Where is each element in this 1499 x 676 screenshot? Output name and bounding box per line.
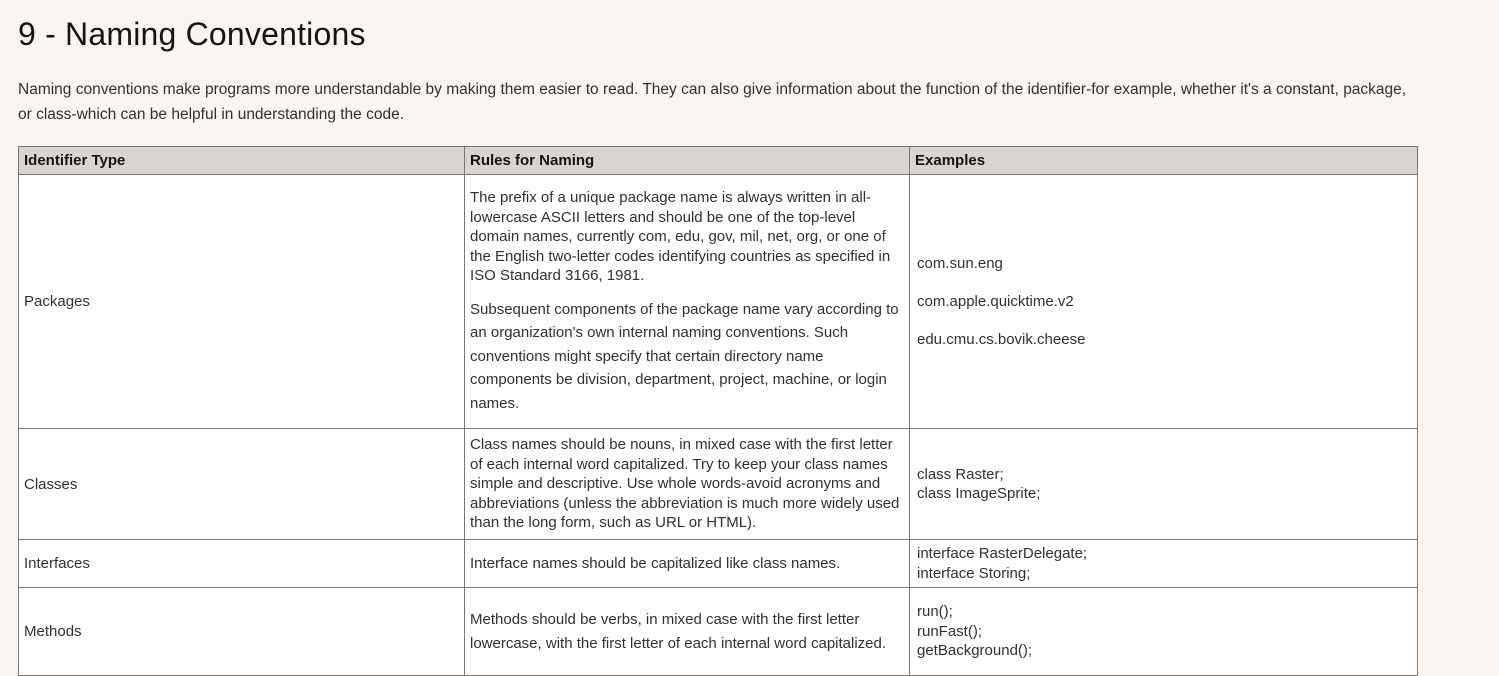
rules-cell: [465, 429, 910, 540]
identifier-type-cell: Interfaces: [19, 540, 465, 588]
table-row-methods: [19, 588, 1418, 676]
intro-paragraph: Naming conventions make programs more understandable by making them easier to read. They can also give information about the function of the identifier-for example, whether it's a constant, package, or class-which can be helpful in understanding the code.: [18, 81, 1407, 123]
column-header-examples: Examples: [910, 147, 1418, 175]
examples-cell: [910, 175, 1418, 429]
example-line: com.sun.eng: [917, 255, 1003, 272]
rules-paragraph: Subsequent components of the package name vary according to an organization's own internal naming conventions. Such conventions might specify that certain directory name components be division, department, project, machine, or login names.: [470, 300, 899, 412]
column-header-identifier-type: Identifier Type: [19, 147, 465, 175]
column-header-rules-for-naming: Rules for Naming: [465, 147, 910, 175]
naming-conventions-table: [18, 146, 1418, 676]
table-row-interfaces: [19, 540, 1418, 588]
table-row-packages: [19, 175, 1418, 429]
example-line: interface Storing;: [917, 564, 1031, 582]
example-line: class Raster;: [917, 465, 1004, 483]
example-line: interface RasterDelegate;: [917, 545, 1088, 562]
examples-cell: [910, 429, 1418, 540]
identifier-type-cell: Packages: [19, 175, 465, 429]
rules-cell: [465, 540, 910, 588]
example-line: getBackground();: [917, 642, 1033, 660]
rules-paragraph: Class names should be nouns, in mixed case with the first letter of each internal word capitalized. Try to keep your class names simple and descriptive. Use whole words-avoid acronyms and abbreviations (unless the abbreviation is much more widely used than the long form, such as URL or HTML).: [470, 436, 900, 532]
examples-cell: [910, 540, 1418, 588]
document-page: [0, 14, 1499, 676]
examples-cell: [910, 588, 1418, 676]
rules-paragraph: The prefix of a unique package name is always written in all-lowercase ASCII letters and should be one of the top-level domain names, currently com, edu, gov, mil, net, org, or one of the English two-letter codes identifying countries as specified in ISO Standard 3166, 1981.: [470, 189, 891, 284]
example-line: runFast();: [917, 622, 983, 640]
example-line: class ImageSprite;: [917, 485, 1041, 502]
example-line: edu.cmu.cs.bovik.cheese: [917, 331, 1086, 348]
example-line: com.apple.quicktime.v2: [917, 293, 1074, 310]
identifier-type-cell: Classes: [19, 429, 465, 540]
rules-paragraph: Methods should be verbs, in mixed case with the first letter lowercase, with the first letter of each internal word capitalized.: [470, 611, 887, 652]
example-line: run();: [917, 603, 953, 621]
rules-cell: [465, 175, 910, 429]
table-header-row: [19, 147, 1418, 175]
rules-paragraph: Interface names should be capitalized like class names.: [470, 554, 841, 572]
table-row-classes: [19, 429, 1418, 540]
identifier-type-cell: Methods: [19, 588, 465, 676]
page-title: 9 - Naming Conventions: [18, 16, 366, 52]
rules-cell: [465, 588, 910, 676]
